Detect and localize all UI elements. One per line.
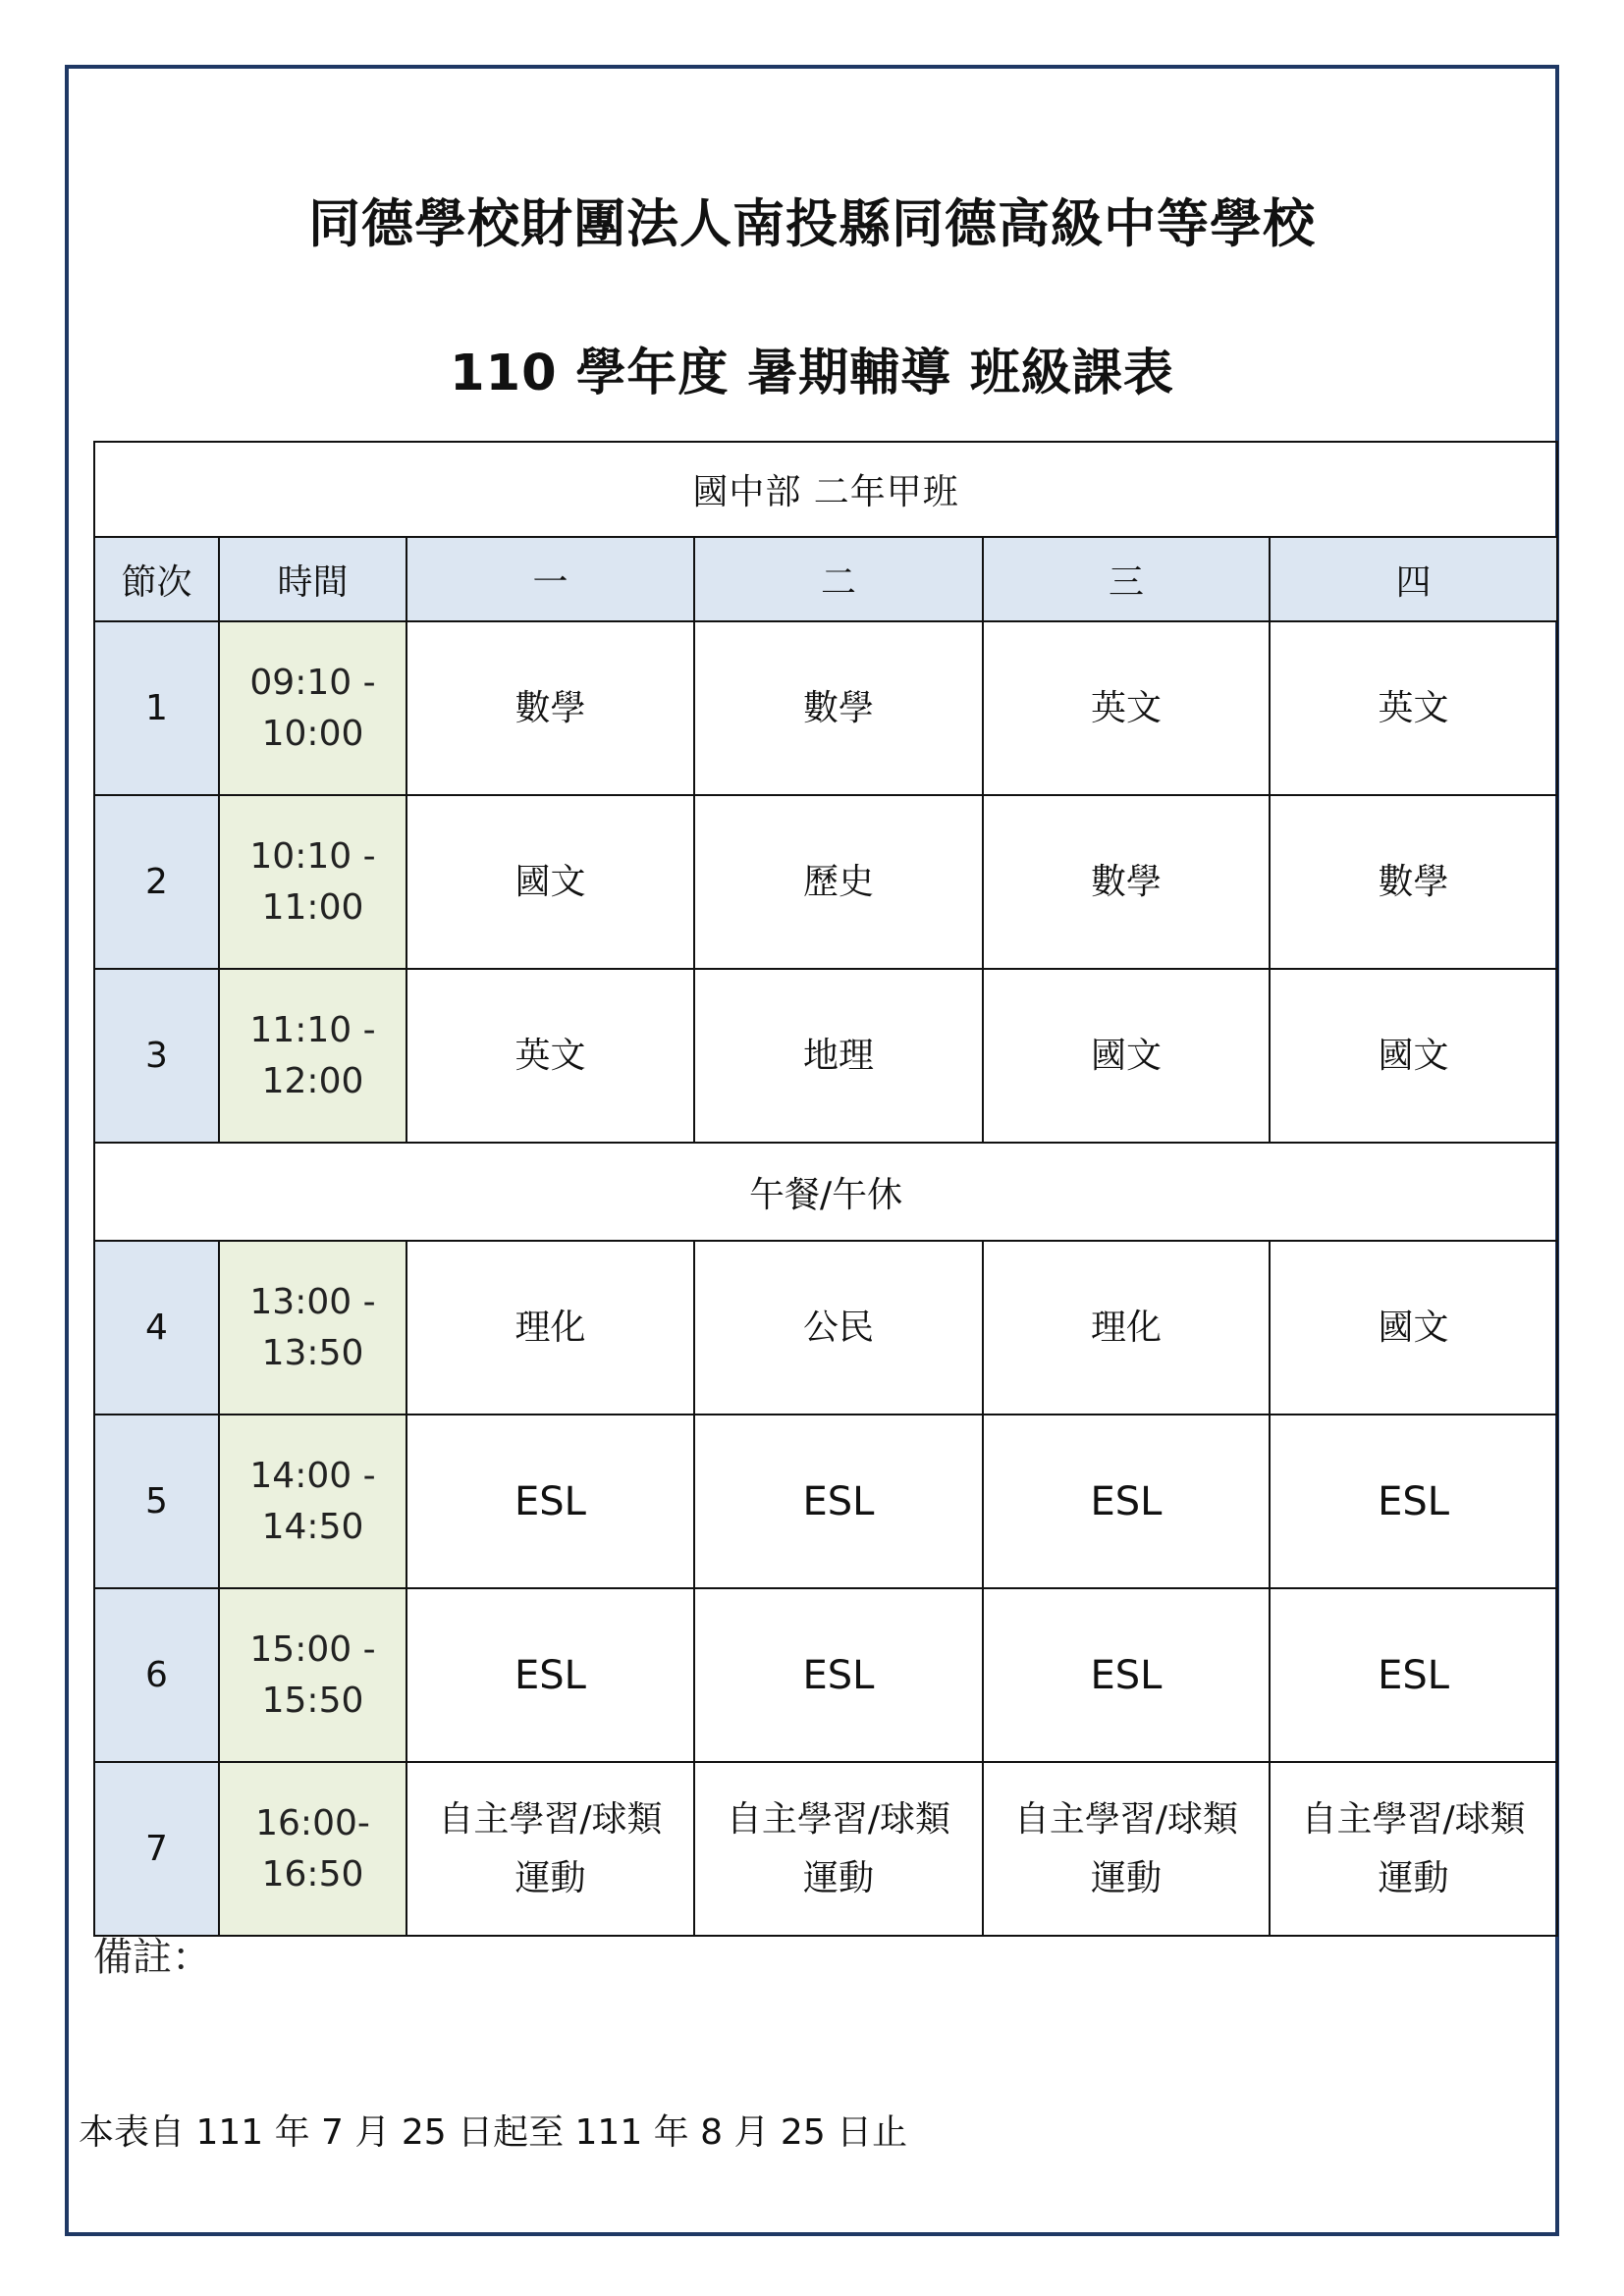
subject-cell: 數學 — [983, 795, 1270, 969]
subject-line: 運動 — [514, 1857, 586, 1898]
subject-line: 自主學習/球類 — [1013, 1798, 1239, 1840]
subject-cell — [694, 1762, 983, 1936]
period-row-5 — [94, 1415, 1557, 1588]
column-header-period: 節次 — [94, 537, 219, 621]
class-schedule-table — [93, 441, 1558, 1937]
period-row-3 — [94, 969, 1557, 1143]
subject-cell: 理化 — [406, 1241, 694, 1415]
period-time — [219, 1762, 406, 1936]
period-number: 3 — [94, 969, 219, 1143]
column-header-day-4: 四 — [1270, 537, 1557, 621]
subject-line: 自主學習/球類 — [726, 1798, 951, 1840]
period-time-start: 10:10 - — [249, 835, 376, 877]
period-time — [219, 795, 406, 969]
class-title: 國中部 二年甲班 — [94, 442, 1557, 537]
period-time-start: 16:00- — [255, 1802, 370, 1843]
subject-cell: ESL — [1270, 1588, 1557, 1762]
period-time-start: 15:00 - — [249, 1629, 376, 1670]
period-time-end: 12:00 — [261, 1060, 364, 1101]
subject-cell: 國文 — [1270, 1241, 1557, 1415]
period-number: 2 — [94, 795, 219, 969]
period-time-start: 14:00 - — [249, 1455, 376, 1496]
subject-cell: 數學 — [406, 621, 694, 795]
period-row-4 — [94, 1241, 1557, 1415]
period-row-7 — [94, 1762, 1557, 1936]
subject-cell: 國文 — [1270, 969, 1557, 1143]
period-time — [219, 969, 406, 1143]
subject-cell: ESL — [406, 1588, 694, 1762]
subject-cell: 國文 — [983, 969, 1270, 1143]
subject-line: 自主學習/球類 — [1301, 1798, 1526, 1840]
period-time-end: 16:50 — [261, 1853, 364, 1895]
subject-cell — [983, 1762, 1270, 1936]
column-header-day-1: 一 — [406, 537, 694, 621]
column-header-time: 時間 — [219, 537, 406, 621]
subject-cell: ESL — [406, 1415, 694, 1588]
period-number: 5 — [94, 1415, 219, 1588]
period-time — [219, 621, 406, 795]
subject-line: 運動 — [1090, 1857, 1162, 1898]
subject-line: 自主學習/球類 — [438, 1798, 663, 1840]
subject-cell: 英文 — [406, 969, 694, 1143]
schedule-title: 110 學年度 暑期輔導 班級課表 — [450, 345, 1174, 402]
period-time-start: 11:10 - — [249, 1009, 376, 1050]
header-row — [94, 537, 1557, 621]
period-row-6 — [94, 1588, 1557, 1762]
subject-cell: ESL — [694, 1588, 983, 1762]
period-number: 7 — [94, 1762, 219, 1936]
period-row-1 — [94, 621, 1557, 795]
period-row-2 — [94, 795, 1557, 969]
subject-cell: 歷史 — [694, 795, 983, 969]
subject-cell: 國文 — [406, 795, 694, 969]
subject-cell: 數學 — [694, 621, 983, 795]
subject-cell: 地理 — [694, 969, 983, 1143]
period-time-end: 15:50 — [261, 1680, 364, 1721]
period-number: 1 — [94, 621, 219, 795]
period-time-end: 13:50 — [261, 1332, 364, 1373]
subject-cell: ESL — [1270, 1415, 1557, 1588]
notes-label: 備註： — [93, 1935, 211, 1980]
period-number: 4 — [94, 1241, 219, 1415]
subject-line: 運動 — [802, 1857, 874, 1898]
subject-cell — [406, 1762, 694, 1936]
subject-cell: ESL — [694, 1415, 983, 1588]
period-time-end: 14:50 — [261, 1506, 364, 1547]
period-number: 6 — [94, 1588, 219, 1762]
lunch-break-label: 午餐/午休 — [94, 1143, 1557, 1241]
subject-cell — [1270, 1762, 1557, 1936]
subject-cell: 理化 — [983, 1241, 1270, 1415]
period-time-start: 09:10 - — [249, 662, 376, 703]
column-header-day-2: 二 — [694, 537, 983, 621]
column-header-day-3: 三 — [983, 537, 1270, 621]
subject-cell: ESL — [983, 1415, 1270, 1588]
subject-cell: 數學 — [1270, 795, 1557, 969]
subject-cell: 英文 — [983, 621, 1270, 795]
school-name: 同德學校財團法人南投縣同德高級中等學校 — [308, 194, 1316, 254]
subject-line: 運動 — [1378, 1857, 1449, 1898]
period-time-start: 13:00 - — [249, 1281, 376, 1322]
subject-cell: 公民 — [694, 1241, 983, 1415]
effective-date-footer: 本表自 111 年 7 月 25 日起至 111 年 8 月 25 日止 — [79, 2112, 908, 2153]
subject-cell: ESL — [983, 1588, 1270, 1762]
lunch-break-row — [94, 1143, 1557, 1241]
period-time-end: 10:00 — [261, 713, 364, 754]
period-time — [219, 1415, 406, 1588]
subject-cell: 英文 — [1270, 621, 1557, 795]
period-time — [219, 1241, 406, 1415]
period-time — [219, 1588, 406, 1762]
period-time-end: 11:00 — [261, 886, 364, 928]
